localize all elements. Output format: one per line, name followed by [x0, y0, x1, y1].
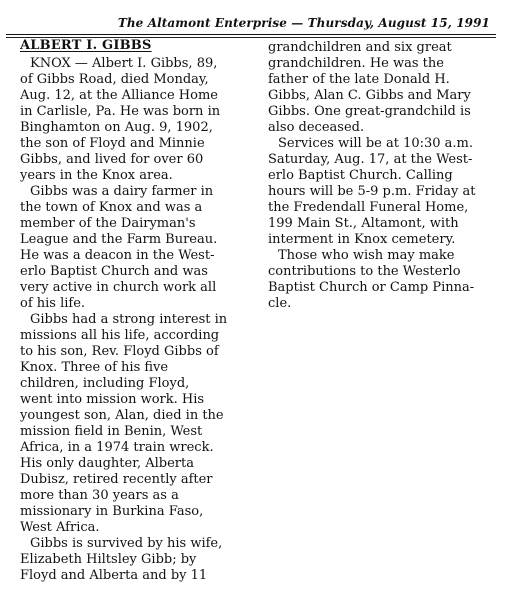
text-line: Aug. 12, at the Alliance Home [20, 88, 218, 103]
text-line: Gibbs is survived by his wife, [30, 536, 223, 551]
left-column [20, 38, 256, 584]
text-line: years in the Knox area. [20, 168, 173, 183]
text-line: Dubisz, retired recently after [20, 472, 213, 487]
text-line: Services will be at 10:30 a.m. [278, 136, 474, 151]
text-line: to his son, Rev. Floyd Gibbs of [20, 344, 219, 359]
text-line: Floyd and Alberta and by 11 [20, 568, 208, 583]
text-line: grandchildren. He was the [268, 56, 444, 71]
text-line: erlo Baptist Church. Calling [268, 168, 453, 183]
text-line: grandchildren and six great [268, 40, 452, 55]
text-line: Gibbs. One great-grandchild is [268, 104, 471, 119]
text-line: of Gibbs Road, died Monday, [20, 72, 209, 87]
text-line: also deceased. [268, 120, 365, 135]
text-line: KNOX — Albert I. Gibbs, 89, [30, 56, 218, 71]
text-line: Elizabeth Hiltsley Gibb; by [20, 552, 197, 567]
text-line: mission field in Benin, West [20, 424, 203, 439]
text-line: His only daughter, Alberta [20, 456, 194, 471]
newspaper-header: The Altamont Enterprise — Thursday, August 15, 1991 [117, 16, 490, 30]
text-line: the town of Knox and was a [20, 200, 203, 215]
right-column [268, 40, 490, 312]
text-line: the son of Floyd and Minnie [20, 136, 205, 151]
text-line: of his life. [20, 296, 86, 311]
text-line: He was a deacon in the West- [20, 248, 215, 263]
text-line: in Carlisle, Pa. He was born in [20, 104, 221, 119]
text-line: children, including Floyd, [20, 376, 190, 391]
newspaper-clipping [6, 4, 496, 594]
text-line: hours will be 5-9 p.m. Friday at [268, 184, 476, 199]
text-line: Baptist Church or Camp Pinna- [268, 280, 475, 295]
text-line: Africa, in a 1974 train wreck. [20, 440, 214, 455]
text-line: very active in church work all [20, 280, 217, 295]
text-line: youngest son, Alan, died in the [20, 408, 224, 423]
text-line: League and the Farm Bureau. [20, 232, 218, 247]
text-line: more than 30 years as a [20, 488, 179, 503]
text-line: Binghamton on Aug. 9, 1902, [20, 120, 213, 135]
text-line: missionary in Burkina Faso, [20, 504, 204, 519]
header-rule [6, 34, 496, 35]
obituary-title: ALBERT I. GIBBS [20, 38, 152, 53]
text-line: West Africa. [20, 520, 100, 535]
text-line: Gibbs, Alan C. Gibbs and Mary [268, 88, 471, 103]
text-line: Those who wish may make [278, 248, 455, 263]
text-line: erlo Baptist Church and was [20, 264, 208, 279]
text-line: Gibbs had a strong interest in [30, 312, 228, 327]
text-line: Gibbs was a dairy farmer in [30, 184, 214, 199]
text-line: missions all his life, according [20, 328, 220, 343]
text-line: father of the late Donald H. [268, 72, 450, 87]
text-line: Saturday, Aug. 17, at the West- [268, 152, 473, 167]
text-line: the Fredendall Funeral Home, [268, 200, 469, 215]
text-line: cle. [268, 296, 292, 311]
text-line: Gibbs, and lived for over 60 [20, 152, 204, 167]
text-line: 199 Main St., Altamont, with [268, 216, 459, 231]
text-line: interment in Knox cemetery. [268, 232, 456, 247]
text-line: went into mission work. His [20, 392, 205, 407]
text-line: Knox. Three of his five [20, 360, 169, 375]
text-line: contributions to the Westerlo [268, 264, 461, 279]
text-line: member of the Dairyman's [20, 216, 196, 231]
